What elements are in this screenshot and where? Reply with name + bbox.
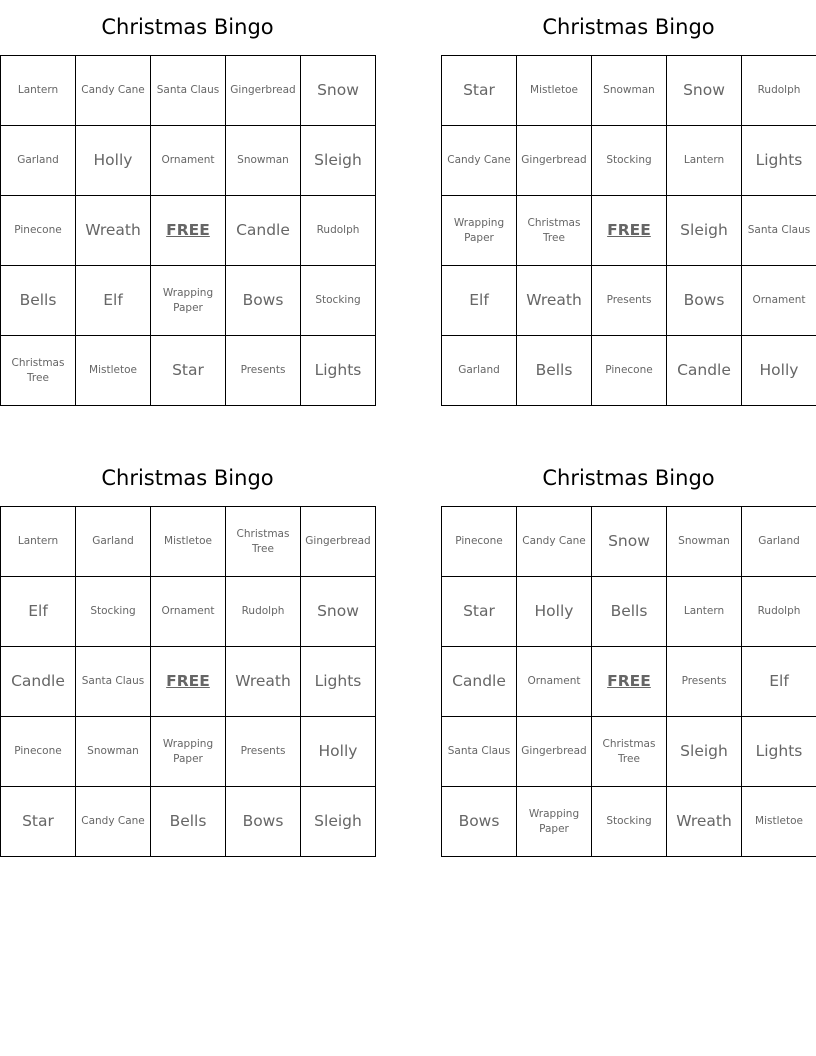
bingo-cell: Stocking (301, 266, 376, 336)
bingo-cell: Snowman (76, 717, 151, 787)
bingo-cell: Christmas Tree (1, 336, 76, 406)
bingo-cell: Holly (76, 126, 151, 196)
bingo-cell: Stocking (592, 126, 667, 196)
card-title: Christmas Bingo (542, 466, 715, 490)
bingo-cell: Garland (742, 507, 816, 577)
bingo-cell: Lights (301, 647, 376, 717)
card-title: Christmas Bingo (542, 15, 715, 39)
grid-row (1, 56, 376, 126)
bingo-cell: Gingerbread (301, 507, 376, 577)
bingo-cell: Mistletoe (517, 56, 592, 126)
grid-row (1, 577, 376, 647)
bingo-cell: Lantern (667, 126, 742, 196)
bingo-cell: Sleigh (667, 196, 742, 266)
bingo-cell: Bows (226, 266, 301, 336)
bingo-cell: Star (442, 56, 517, 126)
free-space: FREE (592, 196, 667, 266)
bingo-cell: Ornament (151, 126, 226, 196)
bingo-cell: Bells (1, 266, 76, 336)
bingo-cell: Santa Claus (76, 647, 151, 717)
bingo-cell: Snow (301, 577, 376, 647)
bingo-cell: Star (151, 336, 226, 406)
bingo-cell: Bells (517, 336, 592, 406)
bingo-cell: Lantern (667, 577, 742, 647)
bingo-cell: Lantern (1, 507, 76, 577)
card-title: Christmas Bingo (101, 466, 274, 490)
bingo-cell: Snowman (592, 56, 667, 126)
free-space: FREE (151, 647, 226, 717)
bingo-cell: Bells (592, 577, 667, 647)
bingo-cell: Presents (667, 647, 742, 717)
bingo-cell: Sleigh (301, 126, 376, 196)
bingo-cell: Wreath (667, 787, 742, 857)
grid-row (442, 266, 816, 336)
bingo-cell: Lights (301, 336, 376, 406)
bingo-cell: Elf (1, 577, 76, 647)
grid-row (1, 507, 376, 577)
bingo-cell: Wrapping Paper (151, 717, 226, 787)
bingo-cell: Rudolph (301, 196, 376, 266)
bingo-cell: Wrapping Paper (517, 787, 592, 857)
bingo-cell: Candle (226, 196, 301, 266)
bingo-cell: Star (1, 787, 76, 857)
bingo-cell: Pinecone (442, 507, 517, 577)
bingo-cell: Wreath (76, 196, 151, 266)
bingo-cell: Snow (667, 56, 742, 126)
bingo-cell: Garland (76, 507, 151, 577)
bingo-cell: Snowman (667, 507, 742, 577)
bingo-cell: Mistletoe (151, 507, 226, 577)
bingo-grid (0, 55, 376, 406)
bingo-cell: Presents (226, 717, 301, 787)
bingo-cell: Lantern (1, 56, 76, 126)
bingo-cell: Santa Claus (151, 56, 226, 126)
bingo-cell: Candle (442, 647, 517, 717)
bingo-cell: Lights (742, 717, 816, 787)
card-title: Christmas Bingo (101, 15, 274, 39)
bingo-cell: Candle (667, 336, 742, 406)
bingo-card-3 (0, 451, 375, 857)
bingo-cell: Presents (592, 266, 667, 336)
bingo-card-4 (441, 451, 816, 857)
bingo-cell: Presents (226, 336, 301, 406)
bingo-grid (0, 506, 376, 857)
bingo-cell: Candy Cane (76, 787, 151, 857)
bingo-cell: Wrapping Paper (151, 266, 226, 336)
bingo-card-2 (441, 0, 816, 406)
bingo-cell: Wreath (226, 647, 301, 717)
bingo-cell: Christmas Tree (592, 717, 667, 787)
bingo-cell: Stocking (76, 577, 151, 647)
bingo-cell: Elf (742, 647, 816, 717)
bingo-cell: Snow (301, 56, 376, 126)
bingo-cell: Bells (151, 787, 226, 857)
bingo-cell: Snowman (226, 126, 301, 196)
bingo-cell: Mistletoe (742, 787, 816, 857)
bingo-cell: Candle (1, 647, 76, 717)
grid-row (442, 336, 816, 406)
grid-row (1, 266, 376, 336)
bingo-cell: Candy Cane (76, 56, 151, 126)
bingo-cell: Sleigh (301, 787, 376, 857)
grid-row (1, 647, 376, 717)
bingo-cell: Garland (1, 126, 76, 196)
bingo-cell: Candy Cane (517, 507, 592, 577)
grid-row (442, 196, 816, 266)
grid-row (442, 717, 816, 787)
grid-row (442, 577, 816, 647)
bingo-cell: Gingerbread (226, 56, 301, 126)
bingo-cell: Garland (442, 336, 517, 406)
bingo-cell: Rudolph (226, 577, 301, 647)
bingo-cell: Ornament (151, 577, 226, 647)
bingo-cell: Pinecone (1, 717, 76, 787)
bingo-card-1 (0, 0, 375, 406)
bingo-cell: Wreath (517, 266, 592, 336)
bingo-cell: Pinecone (1, 196, 76, 266)
free-space: FREE (151, 196, 226, 266)
grid-row (442, 126, 816, 196)
grid-row (1, 717, 376, 787)
grid-row (442, 56, 816, 126)
bingo-grid (441, 506, 816, 857)
grid-row (442, 507, 816, 577)
bingo-cell: Mistletoe (76, 336, 151, 406)
grid-row (1, 126, 376, 196)
bingo-cell: Rudolph (742, 577, 816, 647)
bingo-cell: Rudolph (742, 56, 816, 126)
bingo-cell: Star (442, 577, 517, 647)
bingo-cell: Ornament (517, 647, 592, 717)
free-space: FREE (592, 647, 667, 717)
bingo-cell: Bows (226, 787, 301, 857)
bingo-cell: Holly (301, 717, 376, 787)
bingo-grid (441, 55, 816, 406)
grid-row (442, 787, 816, 857)
bingo-cell: Santa Claus (442, 717, 517, 787)
bingo-cell: Bows (667, 266, 742, 336)
bingo-cell: Santa Claus (742, 196, 816, 266)
bingo-cell: Christmas Tree (226, 507, 301, 577)
bingo-cell: Gingerbread (517, 126, 592, 196)
bingo-cell: Snow (592, 507, 667, 577)
bingo-cell: Holly (742, 336, 816, 406)
grid-row (1, 336, 376, 406)
bingo-cell: Elf (76, 266, 151, 336)
bingo-cell: Gingerbread (517, 717, 592, 787)
bingo-cell: Elf (442, 266, 517, 336)
grid-row (1, 787, 376, 857)
bingo-cell: Bows (442, 787, 517, 857)
bingo-cell: Lights (742, 126, 816, 196)
bingo-cell: Stocking (592, 787, 667, 857)
bingo-cell: Ornament (742, 266, 816, 336)
bingo-cell: Wrapping Paper (442, 196, 517, 266)
grid-row (1, 196, 376, 266)
bingo-cell: Christmas Tree (517, 196, 592, 266)
grid-row (442, 647, 816, 717)
bingo-cell: Candy Cane (442, 126, 517, 196)
bingo-cell: Sleigh (667, 717, 742, 787)
bingo-cell: Pinecone (592, 336, 667, 406)
bingo-cell: Holly (517, 577, 592, 647)
